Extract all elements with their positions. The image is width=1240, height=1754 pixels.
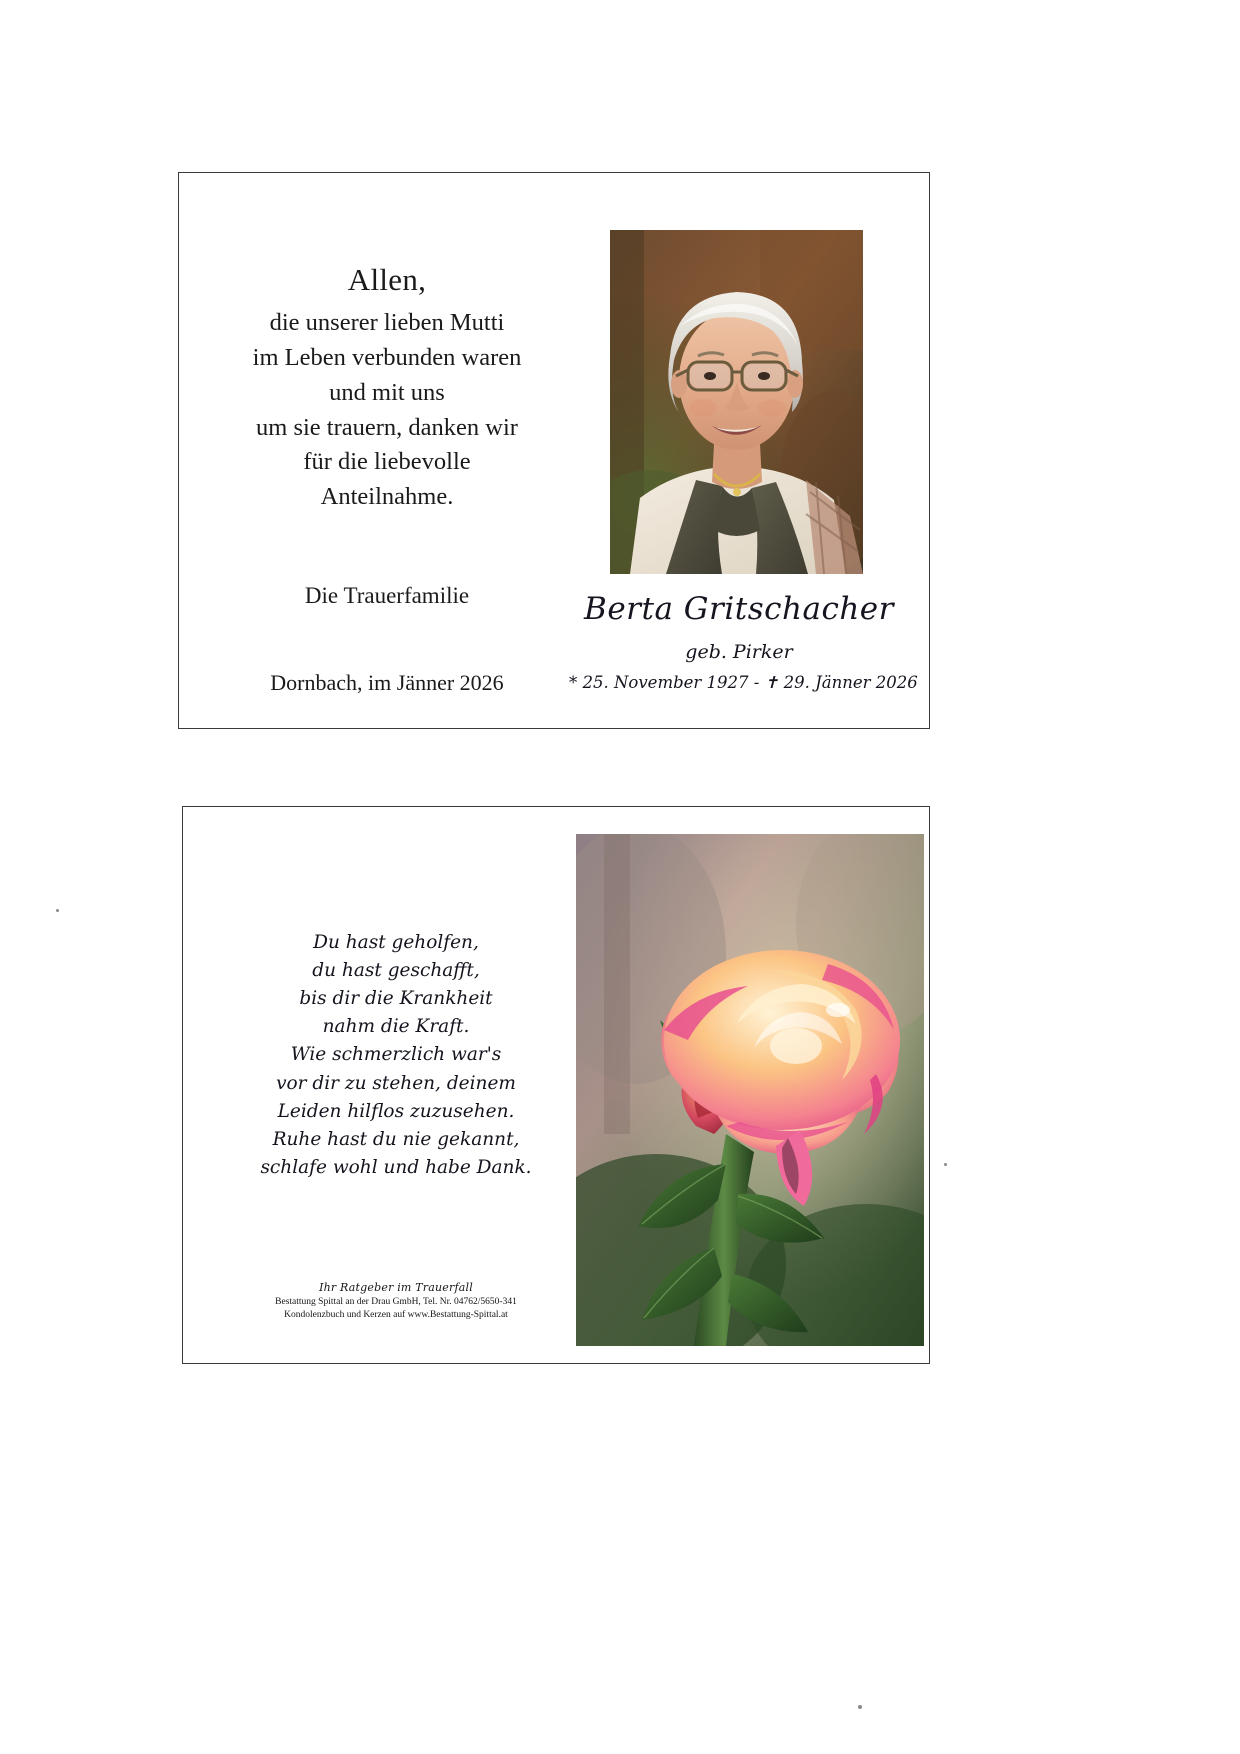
verse-line: vor dir zu stehen, deinem (276, 1072, 516, 1094)
condolence-line: und mit uns (329, 378, 445, 406)
imprint-line: Bestattung Spittal an der Drau GmbH, Tel. Nr. 04762/5650-341 (275, 1297, 517, 1307)
imprint-line: Kondolenzbuch und Kerzen auf www.Bestattung-Spittal.at (284, 1309, 508, 1320)
verse-line: Wie schmerzlich war's (290, 1044, 502, 1066)
condolence-text-block (207, 261, 567, 515)
condolence-line: um sie trauern, danken wir (256, 413, 518, 441)
imprint-headline: Ihr Ratgeber im Trauerfall (319, 1281, 473, 1294)
verse-line: schlafe wohl und habe Dank. (260, 1156, 532, 1178)
condolence-line: für die liebevolle (303, 448, 471, 476)
verse-line: Leiden hilflos zuzusehen. (277, 1100, 515, 1122)
verse-line: bis dir die Krankheit (299, 988, 493, 1010)
condolence-line: im Leben verbunden waren (252, 343, 522, 371)
scan-speck (858, 1705, 862, 1709)
deceased-dates: * 25. November 1927 - ✝ 29. Jänner 2026 (569, 673, 918, 692)
memorial-verse (231, 929, 561, 1182)
verse-line: nahm die Kraft. (322, 1016, 470, 1038)
condolence-title: Allen, (347, 262, 427, 297)
condolence-line: Anteilnahme. (320, 483, 454, 511)
scan-speck (944, 1163, 947, 1166)
verse-line: Ruhe hast du nie gekannt, (272, 1128, 520, 1150)
portrait-photo (610, 230, 863, 574)
verse-line: du hast geschafft, (312, 960, 480, 982)
memorial-card-back (182, 806, 930, 1364)
scan-speck (56, 909, 59, 912)
funeral-home-imprint (231, 1281, 561, 1322)
trauerfamilie-line: Die Trauerfamilie (304, 583, 470, 608)
rose-photo (576, 834, 924, 1346)
condolence-line: die unserer lieben Mutti (269, 309, 505, 337)
deceased-maiden-name: geb. Pirker (685, 641, 793, 663)
memorial-card-front (178, 172, 930, 729)
verse-line: Du hast geholfen, (313, 932, 479, 953)
deceased-name: Berta Gritschacher (584, 591, 894, 627)
place-and-date-line: Dornbach, im Jänner 2026 (270, 670, 504, 695)
